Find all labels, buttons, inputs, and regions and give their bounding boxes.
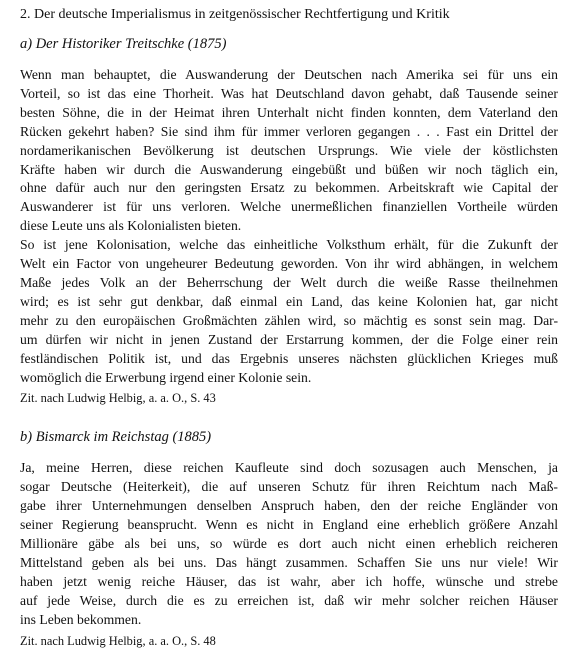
text-line: auf jede Weise, durch die es zu erreichen ist, daß wir mehr solcher reichen Häuser <box>20 592 558 608</box>
text-line: ins Leben bekommen. <box>20 611 142 627</box>
section-b-paragraph-1 <box>20 459 558 629</box>
text-line: diese Leute uns als Kolonialisten bieten. <box>20 218 242 234</box>
text-line: So ist jene Kolonisation, welche das einheitliche Volksthum erhält, für die Zukunft der <box>20 237 558 253</box>
text-line: festländischen Politik ist, und das Ergebnis unseres nächsten glücklichen Krieges muß <box>20 350 558 366</box>
text-line: womöglich die Erwerbung irgend einer Kolonie sein. <box>20 369 312 385</box>
text-line: um dürfen wir nicht in jenen Zustand der Erstarrung kommen, der die Folge einer rein <box>20 331 558 347</box>
text-line: Welt ein Factor von ungeheurer Bedeutung geworden. Von ihr wird abhängen, in welchem <box>20 256 558 272</box>
text-line: nordamerikanischen Bevölkerung ist deutschen Ursprungs. Wie viele der köstlichsten <box>20 142 558 158</box>
section-a-paragraph-2 <box>20 236 558 387</box>
text-line: Mittelstand geben als bei uns. Das hängt zusammen. Schaffen Sie uns nur viele! Wir <box>20 554 558 570</box>
text-line: Rücken gekehrt haben? Sie sind ihm für immer verloren gegangen . . . Fast ein Drittel der <box>20 123 558 139</box>
text-line: Kräfte haben wir durch die Auswanderung eingebüßt und büßen wir noch täglich ein, <box>20 161 558 177</box>
text-line: ohne dafür auch nur den geringsten Ersatz zu bekommen. Arbeitskraft wie Capital der <box>20 180 558 196</box>
section-b-citation: Zit. nach Ludwig Helbig, a. a. O., S. 48 <box>20 633 216 648</box>
text-line: gabe ihrer Unternehmungen denselben Anspruch haben, den der reiche Engländer von <box>20 498 558 514</box>
text-line: Wenn man behauptet, die Auswanderung der Deutschen nach Amerika sei für uns ein <box>20 67 558 82</box>
text-line: Ja, meine Herren, diese reichen Kaufleute sind doch sozusagen auch Menschen, ja <box>20 460 558 476</box>
text-line: Millionäre gäbe als bei uns, so würde es dort auch nicht einen erheblich reicheren <box>20 536 558 552</box>
section-b-title: b) Bismarck im Reichstag (1885) <box>20 429 212 446</box>
text-line: Maße jedes Volk an der Beherrschung der Welt durch die weiße Rasse theilnehmen <box>20 274 558 290</box>
section-a-paragraph-1 <box>20 66 558 236</box>
text-line: Auswanderer ist für uns verloren. Welche unermeßlichen finanziellen Vortheile würden <box>20 199 558 215</box>
section-a-citation: Zit. nach Ludwig Helbig, a. a. O., S. 43 <box>20 391 216 406</box>
text-line: mehr zu den europäischen Großmächten zählen wird, so mächtig es sonst sein mag. Dar- <box>20 312 558 328</box>
section-a-title: a) Der Historiker Treitschke (1875) <box>20 36 227 52</box>
text-line: Vorteil, so ist das eine Thorheit. Was hat Deutschland davon gehabt, daß Tausende seiner <box>20 85 558 101</box>
text-line: seiner Regierung beansprucht. Wenn es nicht in England eine erheblich größere Anzahl <box>20 517 558 533</box>
chapter-heading: 2. Der deutsche Imperialismus in zeitgenössischer Rechtfertigung und Kritik <box>20 7 450 22</box>
text-line: besten Söhne, die in der Heimat ihren Unterhalt nicht finden konnten, dem Vaterland den <box>20 104 558 120</box>
text-line: haben jetzt wenig reiche Häuser, das ist wahr, aber ich hoffe, wünsche und strebe <box>20 573 558 589</box>
section-bismarck <box>20 428 558 648</box>
section-treitschke <box>20 35 558 406</box>
text-line: sogar Deutsche (Heiterkeit), die auf unseren Schutz für ihren Reichtum nach Maß- <box>20 479 558 495</box>
text-line: wird; es ist sehr gut denkbar, daß einmal ein Land, das keine Kolonien hat, gar nicht <box>20 293 558 309</box>
